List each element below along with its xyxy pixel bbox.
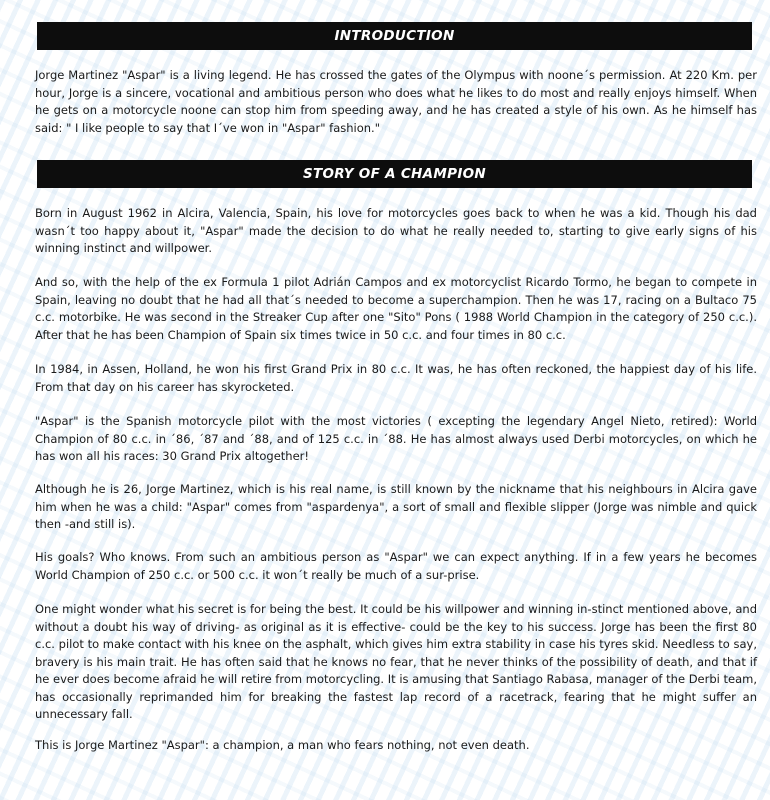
story-paragraph: "Aspar" is the Spanish motorcycle pilot with the most victories ( excepting the legendary Angel Nieto, retired): World Champion of 80 c.c. in ´86, ´87 and ´88, and of 125 c.c. in ´88. He has almost always used Derbi motorcycles, on which he has won all his races: 30 Grand Prix altogether! [35,414,757,463]
story-paragraph: Born in August 1962 in Alcira, Valencia, Spain, his love for motorcycles goes back to when he was a kid. Though his dad wasn´t too happy about it, "Aspar" made the decision to do what he really needed to, starting to give early signs of his winning instinct and willpower. [35,206,757,255]
story-title: STORY OF A CHAMPION [302,166,487,182]
story-paragraph: In 1984, in Assen, Holland, he won his first Grand Prix in 80 c.c. It was, he has often reckoned, the happiest day of his life. From that day on his career has skyrocketed. [35,362,757,394]
introduction-title: INTRODUCTION [334,28,455,44]
story-paragraph: This is Jorge Martinez "Aspar": a champion, a man who fears nothing, not even death. [35,738,530,752]
story-paragraph: His goals? Who knows. From such an ambitious person as "Aspar" we can expect anything. If in a few years he becomes World Champion of 250 c.c. or 500 c.c. it won´t really be much of a sur-prise. [35,550,757,582]
story-paragraph: One might wonder what his secret is for being the best. It could be his willpower and winning in-stinct mentioned above, and without a doubt his way of driving- as original as it is effective- could be the key to his success. Jorge has been the first 80 c.c. pilot to make contact with his knee on the asphalt, which gives him extra stability in case his tyres skid. Needless to say, bravery is his main trait. He has often said that he knows no fear, that he never thinks of the possibility of death, and that if he ever does become afraid he will retire from motorcycling. It is amusing that Santiago Rabasa, manager of the Derbi team, has occasionally reprimanded him for breaking the fastest lap record of a racetrack, fearing that he might suffer an unnecessary fall. [35,602,757,721]
introduction-header [37,22,752,50]
story-header [37,160,752,188]
introduction-paragraph: Jorge Martinez "Aspar" is a living legend. He has crossed the gates of the Olympus with noone´s permission. At 220 Km. per hour, Jorge is a sincere, vocational and ambitious person who does what he likes to do most and really enjoys himself. When he gets on a motorcycle noone can stop him from speeding away, and he has created a style of his own. As he himself has said: " I like people to say that I´ve won in "Aspar" fashion." [35,68,757,135]
story-paragraph: And so, with the help of the ex Formula 1 pilot Adrián Campos and ex motorcyclist Ricardo Tormo, he began to compete in Spain, leaving no doubt that he had all that´s needed to become a superchampion. Then he was 17, racing on a Bultaco 75 c.c. motorbike. He was second in the Streaker Cup after one "Sito" Pons ( 1988 World Champion in the category of 250 c.c.). After that he has been Champion of Spain six times twice in 50 c.c. and four times in 80 c.c. [35,275,757,342]
story-paragraph: Although he is 26, Jorge Martinez, which is his real name, is still known by the nickname that his neighbours in Alcira gave him when he was a child: "Aspar" comes from "aspardenya", a sort of small and flexible slipper (Jorge was nimble and quick then -and still is). [35,482,757,531]
